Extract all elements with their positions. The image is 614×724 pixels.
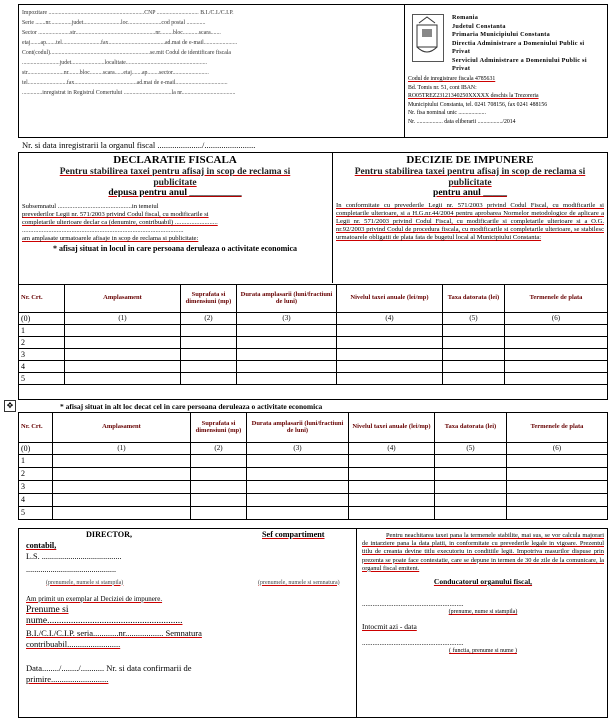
cell[interactable]	[247, 455, 349, 468]
director-label: DIRECTOR,	[86, 530, 133, 539]
cell[interactable]	[181, 349, 237, 361]
table-row	[19, 325, 608, 337]
cell[interactable]	[349, 507, 435, 520]
contributor-line: etaj.......ap.......tel...........................fax.......................................ad.mai de e-mail.......................	[22, 40, 238, 46]
header-suprafata: Suprafata si dimensiuni (mp)	[181, 285, 237, 313]
header-termene: Termenele de plata	[507, 413, 608, 443]
cell[interactable]	[443, 349, 505, 361]
cell[interactable]	[247, 468, 349, 481]
vertical-divider	[404, 4, 405, 138]
cell[interactable]	[191, 468, 247, 481]
code-cell: (5)	[443, 313, 505, 325]
row-number: 3	[19, 349, 65, 361]
table-row	[19, 481, 608, 494]
fiscal-code: Codul de inregistrare fiscala 4785631	[408, 76, 496, 82]
table-row	[19, 494, 608, 507]
leader-caption: (prenume, nume si stampila)	[448, 609, 518, 616]
cell[interactable]	[505, 349, 608, 361]
footer-divider	[356, 528, 357, 718]
cell[interactable]	[247, 507, 349, 520]
caption-signature: (prenumele, numele si semnatura)	[258, 579, 340, 586]
cell[interactable]	[237, 337, 337, 349]
primire-line: primire...........................	[26, 673, 109, 684]
row-number: 2	[19, 468, 53, 481]
cell[interactable]	[435, 494, 507, 507]
cell[interactable]	[53, 468, 191, 481]
row-number: 4	[19, 494, 53, 507]
code-cell: (2)	[191, 443, 247, 455]
table-row	[19, 337, 608, 349]
table1	[18, 284, 608, 385]
code-cell: (3)	[247, 443, 349, 455]
cell[interactable]	[337, 325, 443, 337]
contact-line: Municipiului Constanta, tel. 0241 708156, fax 0241 488156	[408, 101, 548, 108]
table2	[18, 412, 608, 520]
crest-icon	[412, 14, 444, 62]
body-line: Subsemnatul .............................................in temeiul	[22, 203, 159, 211]
declaration-year: depusa pentru anul ___________	[108, 188, 242, 199]
code-cell: (4)	[349, 443, 435, 455]
move-handle-icon[interactable]: ✥	[4, 400, 16, 412]
table1-wrapper	[18, 284, 608, 385]
code-cell: (1)	[53, 443, 191, 455]
contabil-label: contabil,	[26, 541, 57, 550]
declaration-body	[22, 203, 328, 243]
table1-code-row	[19, 313, 608, 325]
cell[interactable]	[337, 349, 443, 361]
contributor-line: ..............inregistrat in Registrul Comertului .................................la nr.....................................	[22, 90, 236, 96]
cell[interactable]	[191, 494, 247, 507]
contributor-line: Impozitare ..................................................................CNP ............................. B.I./C.I./C.I.P.	[22, 10, 234, 16]
cell[interactable]	[435, 481, 507, 494]
authority-line: Primaria Municipiului Constanta	[452, 31, 550, 38]
body-line: completarile ulterioare declar ca (denumire, contribuabil) ..........................	[22, 219, 218, 227]
code-cell: (3)	[237, 313, 337, 325]
body-line: prevederilor Legii nr. 571/2003 privind Codul fiscal, cu modificarile si	[22, 211, 209, 219]
leader-dots: ..........................................................	[362, 600, 464, 609]
contributor-line: str.........................nr........bloc.........scara......etaj.......ap........sector.........................	[22, 70, 209, 76]
middle-divider	[332, 152, 333, 283]
header-durata: Durata amplasarii (luni/fractiuni de luni)	[247, 413, 349, 443]
footer-left	[26, 530, 352, 684]
table1-header-row	[19, 285, 608, 313]
cell[interactable]	[505, 361, 608, 373]
number-date-line: Nr. .................. data eliberarii ................./2014	[408, 118, 516, 125]
declaration-title: DECLARATIE FISCALA	[113, 154, 237, 166]
cell[interactable]	[247, 494, 349, 507]
contributor-line: tel...........................fax...........................................ad.mai de e-mail....................................	[22, 80, 228, 86]
cell[interactable]	[53, 481, 191, 494]
fisa-line: Nr. fisa nominal unic ...................	[408, 110, 486, 117]
ls-line: L.S. .......................................	[26, 551, 122, 561]
cell[interactable]	[65, 349, 181, 361]
cell[interactable]	[191, 507, 247, 520]
intocmit-dots: ..........................................................	[362, 638, 464, 647]
authority-line: Romania	[452, 14, 479, 21]
header-amplasament: Amplasament	[53, 413, 191, 443]
decision-title: DECIZIE DE IMPUNERE	[406, 154, 534, 166]
cell[interactable]	[435, 507, 507, 520]
cell[interactable]	[443, 361, 505, 373]
caption-stamp: (prenumele, numele si stampila)	[46, 579, 124, 586]
declaration-column	[22, 154, 328, 254]
cell[interactable]	[65, 361, 181, 373]
cell[interactable]	[507, 455, 608, 468]
section2-label: * afisaj situat in alt loc decat cel in care persoana deruleaza o activitate economica	[60, 402, 323, 411]
cell[interactable]	[349, 468, 435, 481]
cell[interactable]	[443, 337, 505, 349]
contributor-block	[22, 8, 400, 98]
row-number: 1	[19, 325, 65, 337]
cell[interactable]	[65, 373, 181, 385]
row-number: 1	[19, 455, 53, 468]
header-suprafata: Suprafata si dimensiuni (mp)	[191, 413, 247, 443]
body-line: ..................................................................................................	[22, 227, 184, 235]
decision-subtitle: Pentru stabilirea taxei pentru afisaj in scop de reclama si publicitate	[354, 166, 586, 188]
cell[interactable]	[507, 507, 608, 520]
cell[interactable]	[191, 455, 247, 468]
authority-line: Directia Administrare a Domeniului Public si Privat	[452, 39, 585, 55]
row-number: 3	[19, 481, 53, 494]
header-termene: Termenele de plata	[505, 285, 608, 313]
cell[interactable]	[53, 455, 191, 468]
cell[interactable]	[337, 373, 443, 385]
decision-body: In conformitate cu prevederile Legii nr. 571/2003 privind Codul Fiscal, cu modificarile si completarile ulterioare, si a H.G.nr.44/2004 pentru aprobarea Normelor metodologice de aplicare a Legii nr. 571/2003 privind Codul Fiscal, cu modificarile si completarile ulterioare si a O.G. nr.92/2003 privind Codul de procedura fiscala, cu modificarile si completarile ulterioare, se stabilesc urmatoarele obligatii de plata fata de bugetul local al Municipiului Constanta:	[336, 202, 604, 242]
code-cell: (5)	[435, 443, 507, 455]
header-nr: Nr. Crt.	[19, 413, 53, 443]
cell[interactable]	[337, 337, 443, 349]
table2-code-row	[19, 443, 608, 455]
cell[interactable]	[505, 337, 608, 349]
cell[interactable]	[53, 507, 191, 520]
cell[interactable]	[505, 325, 608, 337]
address-line: Bd. Tomis nr. 51, cont IBAN:	[408, 84, 477, 91]
header-taxa: Taxa datorata (lei)	[443, 285, 505, 313]
cell[interactable]	[507, 494, 608, 507]
body-line: am amplasate urmatoarele afisaje in scop de reclama si publicitate:	[22, 235, 199, 243]
code-cell: (4)	[337, 313, 443, 325]
decision-column	[336, 154, 604, 242]
iban-line: RO05TREZ23121340250XXXXX deschis la Trezoreria	[408, 93, 539, 100]
code-cell: (1)	[65, 313, 181, 325]
contributor-line: Serie .......nr...............judet..........................loc.......................cod postal .............	[22, 20, 206, 26]
contributor-line: Sector ......................str.......................................................nr.........bloc...........scara.......	[22, 30, 221, 36]
code-cell: (6)	[507, 443, 608, 455]
intocmit-caption: ( functia, prenume si nume )	[449, 648, 517, 655]
leader-label: Conducatorul organului fiscal,	[433, 577, 533, 587]
bi-line: B.I./C.I./C.I.P. seria............nr.................. Semnatura	[26, 628, 202, 638]
cell[interactable]	[181, 373, 237, 385]
contributor-line: Cont(codul).....................................................................se.mit Codul de identificare fiscala	[22, 50, 231, 56]
cell[interactable]	[247, 481, 349, 494]
code-cell: (2)	[181, 313, 237, 325]
contributor-line: ..........................judet.......................localitate........................................................	[22, 60, 208, 66]
cell[interactable]	[237, 361, 337, 373]
cell[interactable]	[181, 337, 237, 349]
table-row	[19, 507, 608, 520]
contribuabil-line: contribuabil.........................	[26, 638, 121, 649]
cell[interactable]	[237, 325, 337, 337]
sef-label: Sef compartiment	[262, 530, 325, 539]
header-taxa: Taxa datorata (lei)	[435, 413, 507, 443]
cell[interactable]	[65, 325, 181, 337]
code-cell: (0)	[19, 313, 65, 325]
authority-details	[408, 75, 606, 127]
declaration-subtitle: Pentru stabilirea taxei pentru afisaj in scop de reclama si publicitate	[59, 166, 291, 188]
cell[interactable]	[181, 325, 237, 337]
cell[interactable]	[507, 468, 608, 481]
nume-line: nume.........................................................	[26, 615, 183, 626]
cell[interactable]	[443, 373, 505, 385]
cell[interactable]	[507, 481, 608, 494]
table2-header-row	[19, 413, 608, 443]
cell[interactable]	[191, 481, 247, 494]
received-line: Am primit un exemplar al Deciziei de impunere.	[26, 594, 163, 603]
dots-line: ............................................	[26, 565, 117, 574]
code-cell: (6)	[505, 313, 608, 325]
cell[interactable]	[237, 373, 337, 385]
decision-year: pentru anul _____	[433, 188, 507, 199]
header-durata: Durata amplasarii (luni/fractiuni de luni)	[237, 285, 337, 313]
row-number: 5	[19, 373, 65, 385]
data-line: Data......../......../........... Nr. si data confirmarii de	[26, 663, 192, 673]
row-number: 5	[19, 507, 53, 520]
cell[interactable]	[349, 455, 435, 468]
intocmit-label: Intocmit azi - data	[362, 621, 417, 631]
cell[interactable]	[443, 325, 505, 337]
table-row	[19, 455, 608, 468]
cell[interactable]	[435, 455, 507, 468]
cell[interactable]	[53, 494, 191, 507]
header-nivel: Nivelul taxei anuale (lei/mp)	[349, 413, 435, 443]
table-row	[19, 373, 608, 385]
cell[interactable]	[237, 349, 337, 361]
row-number: 4	[19, 361, 65, 373]
footer-right	[362, 532, 604, 655]
header-nivel: Nivelul taxei anuale (lei/mp)	[337, 285, 443, 313]
table-row	[19, 361, 608, 373]
authority-line: Serviciul Administrare a Domeniului Public si Privat	[452, 56, 587, 72]
table-row	[19, 468, 608, 481]
registration-line: Nr. si data inregistrarii la organul fiscal ...................../........................	[22, 140, 256, 150]
cell[interactable]	[505, 373, 608, 385]
table-row	[19, 349, 608, 361]
penalty-text: Pentru neachitarea taxei pana la termenele stabilite, mai sus, se vor calcula majorari de intarziere pana la data platii, in conformitate cu prevederile legale in vigoare. Prezentul titlu de creanta devine titlu executoriu in conditiile legii. Impotriva masurilor dispuse prin prezenta se poate face contestatie, care se depune in termen de 30 de zile de la comunicare, la organul fiscal emitent.	[362, 532, 604, 572]
header-amplasament: Amplasament	[65, 285, 181, 313]
row-number: 2	[19, 337, 65, 349]
cell[interactable]	[349, 481, 435, 494]
prenume-line: Prenume si	[26, 605, 69, 615]
header-nr: Nr. Crt.	[19, 285, 65, 313]
cell[interactable]	[349, 494, 435, 507]
table2-wrapper	[18, 412, 608, 520]
cell[interactable]	[65, 337, 181, 349]
cell[interactable]	[181, 361, 237, 373]
cell[interactable]	[337, 361, 443, 373]
section1-label: * afisaj situat in locul in care persoana deruleaza o activitate economica	[52, 244, 298, 254]
cell[interactable]	[435, 468, 507, 481]
authority-line: Judetul Constanta	[452, 22, 506, 30]
authority-block	[452, 14, 604, 74]
code-cell: (0)	[19, 443, 53, 455]
